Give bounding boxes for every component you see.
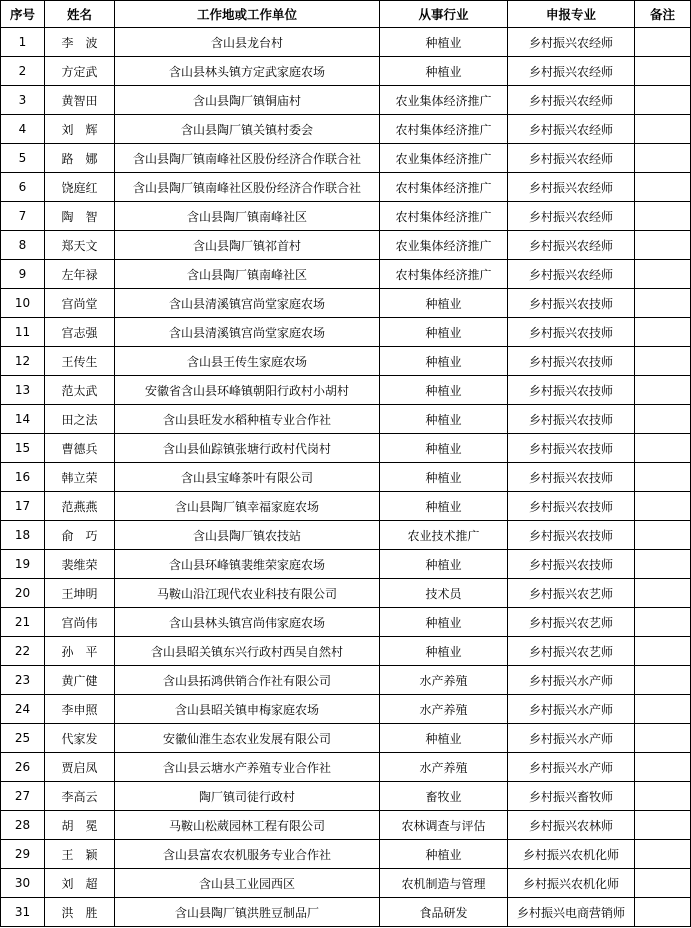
- cell-no: 21: [1, 608, 45, 637]
- cell-note: [635, 753, 691, 782]
- cell-industry: 水产养殖: [380, 753, 508, 782]
- cell-note: [635, 521, 691, 550]
- cell-no: 8: [1, 231, 45, 260]
- cell-note: [635, 724, 691, 753]
- cell-note: [635, 347, 691, 376]
- cell-major: 乡村振兴农技师: [508, 492, 635, 521]
- cell-unit: 含山县陶厂镇农技站: [115, 521, 380, 550]
- cell-major: 乡村振兴农艺师: [508, 579, 635, 608]
- header-cell-major: 申报专业: [508, 1, 635, 28]
- cell-no: 9: [1, 260, 45, 289]
- table-row: [1, 202, 691, 231]
- cell-unit: 含山县王传生家庭农场: [115, 347, 380, 376]
- cell-industry: 农业集体经济推广: [380, 231, 508, 260]
- cell-unit: 含山县陶厂镇南峰社区: [115, 260, 380, 289]
- cell-major: 乡村振兴农经师: [508, 86, 635, 115]
- cell-industry: 种植业: [380, 405, 508, 434]
- cell-unit: 含山县拓鸿供销合作社有限公司: [115, 666, 380, 695]
- cell-industry: 种植业: [380, 376, 508, 405]
- cell-name: 陶 智: [45, 202, 115, 231]
- cell-name: 曹德兵: [45, 434, 115, 463]
- cell-no: 2: [1, 57, 45, 86]
- cell-name: 宫志强: [45, 318, 115, 347]
- cell-no: 4: [1, 115, 45, 144]
- cell-major: 乡村振兴农经师: [508, 28, 635, 57]
- cell-unit: 安徽仙淮生态农业发展有限公司: [115, 724, 380, 753]
- cell-industry: 农林调查与评估: [380, 811, 508, 840]
- cell-major: 乡村振兴农技师: [508, 550, 635, 579]
- cell-note: [635, 637, 691, 666]
- cell-major: 乡村振兴农艺师: [508, 637, 635, 666]
- cell-no: 1: [1, 28, 45, 57]
- table-row: [1, 811, 691, 840]
- table-row: [1, 492, 691, 521]
- cell-industry: 种植业: [380, 840, 508, 869]
- cell-name: 孙 平: [45, 637, 115, 666]
- header-cell-note: 备注: [635, 1, 691, 28]
- cell-industry: 种植业: [380, 28, 508, 57]
- table-row: [1, 753, 691, 782]
- cell-industry: 水产养殖: [380, 695, 508, 724]
- cell-unit: 含山县昭关镇申梅家庭农场: [115, 695, 380, 724]
- cell-name: 田之法: [45, 405, 115, 434]
- cell-no: 6: [1, 173, 45, 202]
- table-body: [1, 28, 691, 927]
- cell-no: 25: [1, 724, 45, 753]
- cell-industry: 种植业: [380, 492, 508, 521]
- cell-unit: 含山县云塘水产养殖专业合作社: [115, 753, 380, 782]
- cell-major: 乡村振兴农机化师: [508, 869, 635, 898]
- table-row: [1, 434, 691, 463]
- cell-major: 乡村振兴农技师: [508, 376, 635, 405]
- cell-no: 7: [1, 202, 45, 231]
- cell-no: 19: [1, 550, 45, 579]
- cell-name: 方定武: [45, 57, 115, 86]
- cell-note: [635, 434, 691, 463]
- cell-major: 乡村振兴农经师: [508, 173, 635, 202]
- cell-industry: 农村集体经济推广: [380, 202, 508, 231]
- cell-note: [635, 202, 691, 231]
- cell-note: [635, 405, 691, 434]
- cell-major: 乡村振兴农技师: [508, 521, 635, 550]
- cell-no: 30: [1, 869, 45, 898]
- cell-major: 乡村振兴农经师: [508, 260, 635, 289]
- cell-industry: 种植业: [380, 318, 508, 347]
- cell-note: [635, 840, 691, 869]
- cell-industry: 农业技术推广: [380, 521, 508, 550]
- cell-industry: 农村集体经济推广: [380, 173, 508, 202]
- cell-note: [635, 666, 691, 695]
- cell-name: 左年禄: [45, 260, 115, 289]
- table-row: [1, 579, 691, 608]
- cell-unit: 安徽省含山县环峰镇朝阳行政村小胡村: [115, 376, 380, 405]
- cell-no: 12: [1, 347, 45, 376]
- cell-industry: 农业集体经济推广: [380, 86, 508, 115]
- cell-major: 乡村振兴农经师: [508, 231, 635, 260]
- cell-unit: 含山县陶厂镇南峰社区股份经济合作联合社: [115, 173, 380, 202]
- cell-note: [635, 608, 691, 637]
- cell-name: 李高云: [45, 782, 115, 811]
- cell-no: 23: [1, 666, 45, 695]
- cell-name: 代家发: [45, 724, 115, 753]
- cell-name: 胡 冕: [45, 811, 115, 840]
- cell-unit: 马鞍山沿江现代农业科技有限公司: [115, 579, 380, 608]
- table-row: [1, 115, 691, 144]
- cell-name: 黄智田: [45, 86, 115, 115]
- table-row: [1, 231, 691, 260]
- cell-unit: 含山县林头镇方定武家庭农场: [115, 57, 380, 86]
- cell-industry: 种植业: [380, 463, 508, 492]
- cell-major: 乡村振兴农经师: [508, 144, 635, 173]
- cell-name: 韩立荣: [45, 463, 115, 492]
- cell-no: 31: [1, 898, 45, 927]
- cell-note: [635, 289, 691, 318]
- cell-major: 乡村振兴农经师: [508, 202, 635, 231]
- table-row: [1, 898, 691, 927]
- table-row: [1, 260, 691, 289]
- cell-no: 5: [1, 144, 45, 173]
- cell-no: 28: [1, 811, 45, 840]
- cell-no: 26: [1, 753, 45, 782]
- cell-unit: 含山县清溪镇宫尚堂家庭农场: [115, 289, 380, 318]
- cell-no: 15: [1, 434, 45, 463]
- cell-unit: 含山县旺发水稻种植专业合作社: [115, 405, 380, 434]
- table-row: [1, 782, 691, 811]
- table-row: [1, 173, 691, 202]
- cell-industry: 农机制造与管理: [380, 869, 508, 898]
- cell-note: [635, 231, 691, 260]
- cell-name: 刘 超: [45, 869, 115, 898]
- table-row: [1, 28, 691, 57]
- cell-note: [635, 869, 691, 898]
- cell-no: 29: [1, 840, 45, 869]
- cell-major: 乡村振兴水产师: [508, 695, 635, 724]
- table-row: [1, 724, 691, 753]
- table-row: [1, 144, 691, 173]
- table-row: [1, 869, 691, 898]
- cell-note: [635, 463, 691, 492]
- cell-no: 13: [1, 376, 45, 405]
- cell-note: [635, 173, 691, 202]
- cell-name: 范太武: [45, 376, 115, 405]
- cell-name: 李 波: [45, 28, 115, 57]
- cell-no: 24: [1, 695, 45, 724]
- cell-note: [635, 811, 691, 840]
- cell-unit: 含山县陶厂镇铜庙村: [115, 86, 380, 115]
- cell-no: 10: [1, 289, 45, 318]
- cell-industry: 水产养殖: [380, 666, 508, 695]
- cell-name: 洪 胜: [45, 898, 115, 927]
- cell-industry: 农业集体经济推广: [380, 144, 508, 173]
- cell-unit: 含山县仙踪镇张塘行政村代岗村: [115, 434, 380, 463]
- table-row: [1, 289, 691, 318]
- cell-no: 20: [1, 579, 45, 608]
- cell-note: [635, 550, 691, 579]
- cell-major: 乡村振兴水产师: [508, 724, 635, 753]
- cell-unit: 含山县陶厂镇南峰社区股份经济合作联合社: [115, 144, 380, 173]
- header-cell-industry: 从事行业: [380, 1, 508, 28]
- cell-name: 范燕燕: [45, 492, 115, 521]
- cell-unit: 含山县昭关镇东兴行政村西吴自然村: [115, 637, 380, 666]
- cell-name: 宫尚堂: [45, 289, 115, 318]
- cell-unit: 含山县环峰镇裴维荣家庭农场: [115, 550, 380, 579]
- cell-no: 11: [1, 318, 45, 347]
- cell-major: 乡村振兴电商营销师: [508, 898, 635, 927]
- cell-industry: 种植业: [380, 608, 508, 637]
- header-cell-no: 序号: [1, 1, 45, 28]
- cell-unit: 陶厂镇司徒行政村: [115, 782, 380, 811]
- table-row: [1, 840, 691, 869]
- cell-major: 乡村振兴农技师: [508, 318, 635, 347]
- cell-name: 饶庭红: [45, 173, 115, 202]
- cell-major: 乡村振兴农机化师: [508, 840, 635, 869]
- cell-name: 裴维荣: [45, 550, 115, 579]
- cell-unit: 含山县陶厂镇洪胜豆制品厂: [115, 898, 380, 927]
- cell-name: 李申照: [45, 695, 115, 724]
- cell-no: 27: [1, 782, 45, 811]
- cell-major: 乡村振兴农经师: [508, 115, 635, 144]
- cell-unit: 含山县龙台村: [115, 28, 380, 57]
- cell-industry: 种植业: [380, 550, 508, 579]
- cell-unit: 含山县富农农机服务专业合作社: [115, 840, 380, 869]
- cell-unit: 含山县工业园西区: [115, 869, 380, 898]
- table-row: [1, 463, 691, 492]
- table-row: [1, 347, 691, 376]
- header-cell-name: 姓名: [45, 1, 115, 28]
- cell-note: [635, 782, 691, 811]
- cell-industry: 种植业: [380, 57, 508, 86]
- cell-no: 18: [1, 521, 45, 550]
- cell-major: 乡村振兴农技师: [508, 434, 635, 463]
- cell-name: 黄广健: [45, 666, 115, 695]
- cell-industry: 种植业: [380, 637, 508, 666]
- cell-note: [635, 115, 691, 144]
- cell-note: [635, 695, 691, 724]
- cell-industry: 技术员: [380, 579, 508, 608]
- cell-industry: 种植业: [380, 347, 508, 376]
- table-row: [1, 637, 691, 666]
- cell-name: 刘 辉: [45, 115, 115, 144]
- cell-note: [635, 144, 691, 173]
- cell-name: 宫尚伟: [45, 608, 115, 637]
- cell-major: 乡村振兴农艺师: [508, 608, 635, 637]
- cell-name: 郑天文: [45, 231, 115, 260]
- cell-unit: 含山县清溪镇宫尚堂家庭农场: [115, 318, 380, 347]
- table-row: [1, 57, 691, 86]
- cell-note: [635, 579, 691, 608]
- cell-unit: 含山县陶厂镇祁首村: [115, 231, 380, 260]
- table-row: [1, 86, 691, 115]
- cell-name: 贾启凤: [45, 753, 115, 782]
- table-row: [1, 666, 691, 695]
- cell-no: 16: [1, 463, 45, 492]
- cell-note: [635, 318, 691, 347]
- cell-name: 路 娜: [45, 144, 115, 173]
- table-row: [1, 695, 691, 724]
- cell-unit: 含山县宝峰茶叶有限公司: [115, 463, 380, 492]
- table-row: [1, 376, 691, 405]
- cell-no: 17: [1, 492, 45, 521]
- cell-note: [635, 898, 691, 927]
- cell-unit: 含山县陶厂镇幸福家庭农场: [115, 492, 380, 521]
- table-row: [1, 318, 691, 347]
- cell-note: [635, 260, 691, 289]
- cell-major: 乡村振兴水产师: [508, 666, 635, 695]
- cell-major: 乡村振兴农技师: [508, 289, 635, 318]
- table-row: [1, 405, 691, 434]
- table-row: [1, 521, 691, 550]
- cell-major: 乡村振兴畜牧师: [508, 782, 635, 811]
- cell-note: [635, 57, 691, 86]
- cell-note: [635, 86, 691, 115]
- cell-industry: 食品研发: [380, 898, 508, 927]
- cell-major: 乡村振兴农经师: [508, 57, 635, 86]
- header-cell-unit: 工作地或工作单位: [115, 1, 380, 28]
- table-row: [1, 608, 691, 637]
- cell-no: 22: [1, 637, 45, 666]
- cell-name: 王坤明: [45, 579, 115, 608]
- cell-unit: 含山县林头镇宫尚伟家庭农场: [115, 608, 380, 637]
- cell-industry: 种植业: [380, 434, 508, 463]
- cell-industry: 畜牧业: [380, 782, 508, 811]
- cell-major: 乡村振兴水产师: [508, 753, 635, 782]
- cell-no: 3: [1, 86, 45, 115]
- cell-note: [635, 492, 691, 521]
- cell-unit: 马鞍山松葳园林工程有限公司: [115, 811, 380, 840]
- cell-major: 乡村振兴农技师: [508, 347, 635, 376]
- cell-industry: 农村集体经济推广: [380, 260, 508, 289]
- table-row: [1, 550, 691, 579]
- cell-name: 王 颖: [45, 840, 115, 869]
- cell-unit: 含山县陶厂镇南峰社区: [115, 202, 380, 231]
- cell-major: 乡村振兴农技师: [508, 405, 635, 434]
- cell-industry: 种植业: [380, 724, 508, 753]
- cell-major: 乡村振兴农技师: [508, 463, 635, 492]
- header-row: [1, 1, 691, 28]
- cell-unit: 含山县陶厂镇关镇村委会: [115, 115, 380, 144]
- cell-industry: 种植业: [380, 289, 508, 318]
- cell-note: [635, 376, 691, 405]
- cell-note: [635, 28, 691, 57]
- cell-industry: 农村集体经济推广: [380, 115, 508, 144]
- cell-name: 俞 巧: [45, 521, 115, 550]
- cell-no: 14: [1, 405, 45, 434]
- cell-major: 乡村振兴农林师: [508, 811, 635, 840]
- cell-name: 王传生: [45, 347, 115, 376]
